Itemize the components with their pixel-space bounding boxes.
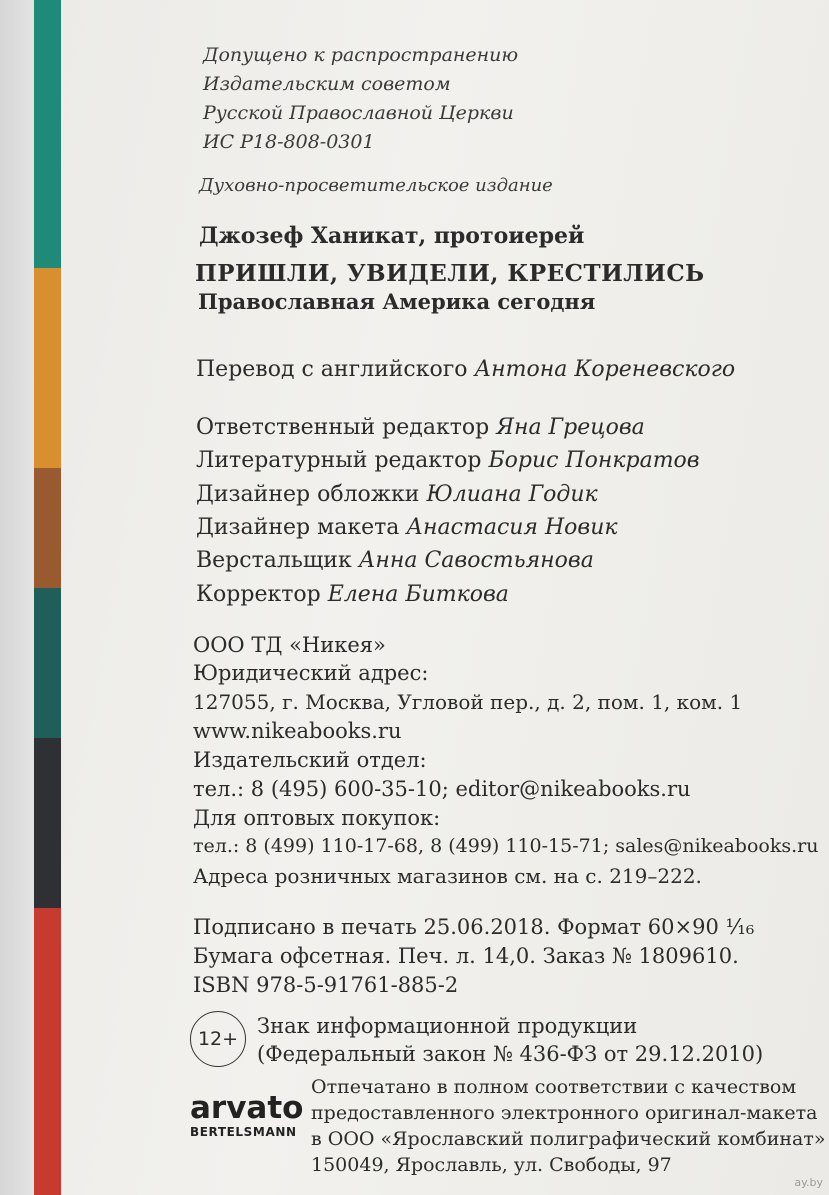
printer-line-2: предоставленного электронного оригинал-макета (311, 1102, 818, 1124)
translation-credit (196, 359, 735, 381)
credit-line (196, 450, 700, 472)
approval-line-1: Допущено к распространению (203, 44, 519, 66)
credit-role: Корректор (196, 582, 321, 607)
spine-stripe-brown (34, 468, 61, 588)
credit-line (196, 484, 598, 506)
credit-name: Яна Грецова (496, 415, 645, 440)
credit-role: Дизайнер обложки (196, 482, 420, 507)
credit-role: Ответственный редактор (196, 415, 490, 440)
credit-role: Литературный редактор (196, 448, 482, 473)
publishing-dept-label: Издательский отдел: (193, 748, 427, 772)
edition-type: Духовно-просветительское издание (199, 175, 553, 196)
printer-line-4: 150049, Ярославль, ул. Свободы, 97 (311, 1154, 672, 1176)
credit-role: Дизайнер макета (196, 515, 400, 540)
spine-stripe-gray (34, 738, 61, 908)
approval-line-2: Издательским советом (203, 73, 451, 95)
cover-spine-stripes (34, 0, 61, 1195)
paper-order: Бумага офсетная. Печ. л. 14,0. Заказ № 1809610. (193, 944, 739, 968)
arvato-logo: arvato (190, 1090, 304, 1126)
credit-role: Верстальщик (196, 548, 352, 573)
bertelsmann-logo: BERTELSMANN (190, 1125, 297, 1139)
credit-line (196, 584, 509, 606)
info-mark-line-2: (Федеральный закон № 436-ФЗ от 29.12.2010) (257, 1042, 764, 1066)
translation-name: Антона Кореневского (474, 357, 736, 382)
credit-line (196, 550, 594, 572)
approval-number: ИС Р18-808-0301 (203, 131, 375, 153)
watermark: ay.by (794, 1176, 823, 1189)
age-rating-text: 12+ (197, 1028, 239, 1050)
book-subtitle: Православная Америка сегодня (198, 289, 596, 314)
spine-stripe-teal (34, 0, 61, 268)
age-rating-badge (190, 1011, 246, 1067)
book-title: ПРИШЛИ, УВИДЕЛИ, КРЕСТИЛИСЬ (195, 260, 705, 287)
spine-stripe-orange (34, 268, 61, 468)
translation-role: Перевод с английского (196, 357, 468, 382)
spine-stripe-teal-dark (34, 588, 61, 738)
isbn: ISBN 978-5-91761-885-2 (193, 973, 459, 997)
credit-line (196, 517, 618, 539)
credit-name: Елена Биткова (327, 582, 509, 607)
printer-line-3: в ООО «Ярославский полиграфический комбинат» (311, 1128, 826, 1150)
spine-stripe-red (34, 908, 61, 1195)
retail-addresses-note: Адреса розничных магазинов см. на с. 219–222. (193, 864, 702, 888)
website: www.nikeabooks.ru (193, 719, 402, 743)
info-mark-line-1: Знак информационной продукции (257, 1014, 638, 1038)
legal-address-label: Юридический адрес: (193, 661, 429, 685)
publisher-name: ООО ТД «Никея» (193, 633, 386, 657)
print-signed-format: Подписано в печать 25.06.2018. Формат 60×90 ¹⁄₁₆ (193, 915, 755, 939)
credit-name: Юлиана Годик (426, 482, 598, 507)
credit-name: Анастасия Новик (406, 515, 618, 540)
credit-name: Анна Савостьянова (358, 548, 594, 573)
credit-name: Борис Понкратов (488, 448, 700, 473)
legal-address: 127055, г. Москва, Угловой пер., д. 2, пом. 1, ком. 1 (193, 690, 743, 714)
author: Джозеф Ханикат, протоиерей (199, 223, 585, 249)
credit-line (196, 417, 645, 439)
wholesale-contacts: тел.: 8 (499) 110-17-68, 8 (499) 110-15-71; sales@nikeabooks.ru (193, 835, 819, 857)
printer-line-1: Отпечатано в полном соответствии с качеством (311, 1076, 797, 1098)
approval-line-3: Русской Православной Церкви (203, 102, 514, 124)
wholesale-label: Для оптовых покупок: (193, 806, 441, 830)
publishing-dept-contacts: тел.: 8 (495) 600-35-10; editor@nikeabooks.ru (193, 777, 691, 801)
